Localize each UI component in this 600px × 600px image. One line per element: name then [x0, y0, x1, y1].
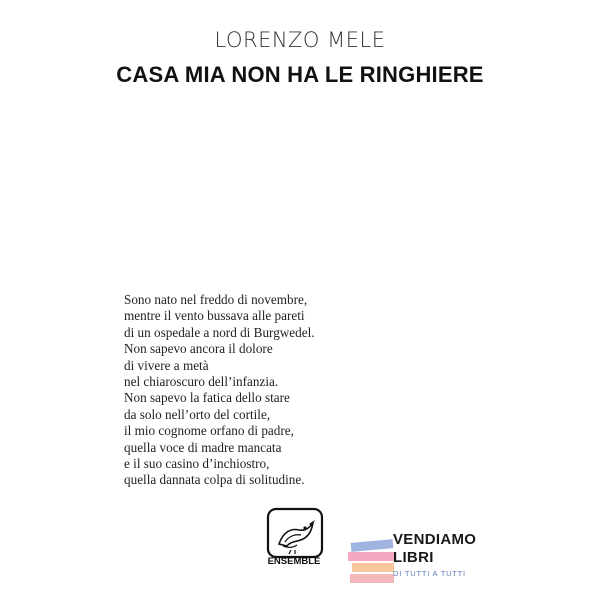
logo-bar-orange [352, 563, 394, 572]
poem-line: Non sapevo ancora il dolore [124, 341, 273, 357]
poem-line: di vivere a metà [124, 357, 209, 373]
poem-line: Sono nato nel freddo di novembre, [124, 292, 308, 307]
publisher-label: ENSEMBLE [267, 556, 321, 567]
poem-line: di un ospedale a nord di Burgwedel. [124, 324, 315, 340]
poem-line: il mio cognome orfano di padre, [124, 423, 294, 439]
poem-text [124, 292, 424, 489]
campaign-line2: LIBRI [393, 549, 434, 566]
author-name: LORENZO MELE [214, 28, 386, 52]
poem-line: da solo nell’orto del cortile, [124, 406, 271, 422]
poem-line: Non sapevo la fatica dello stare [124, 390, 290, 406]
poem-line: nel chiaroscuro dell’infanzia. [124, 374, 279, 390]
book-title: CASA MIA NON HA LE RINGHIERE [116, 62, 484, 87]
poem-line: mentre il vento bussava alle pareti [124, 308, 305, 324]
campaign-tagline: DI TUTTI A TUTTI [393, 569, 466, 578]
logo-bar-blue [351, 539, 394, 552]
logo-bar-rose [350, 574, 394, 583]
poem-line: e il suo casino d’inchiostro, [124, 456, 270, 472]
poem-line: quella voce di madre mancata [124, 439, 282, 455]
logo-bar-pink [348, 552, 394, 561]
poem-line: quella dannata colpa di solitudine. [124, 472, 305, 488]
campaign-line1: VENDIAMO [393, 531, 477, 548]
